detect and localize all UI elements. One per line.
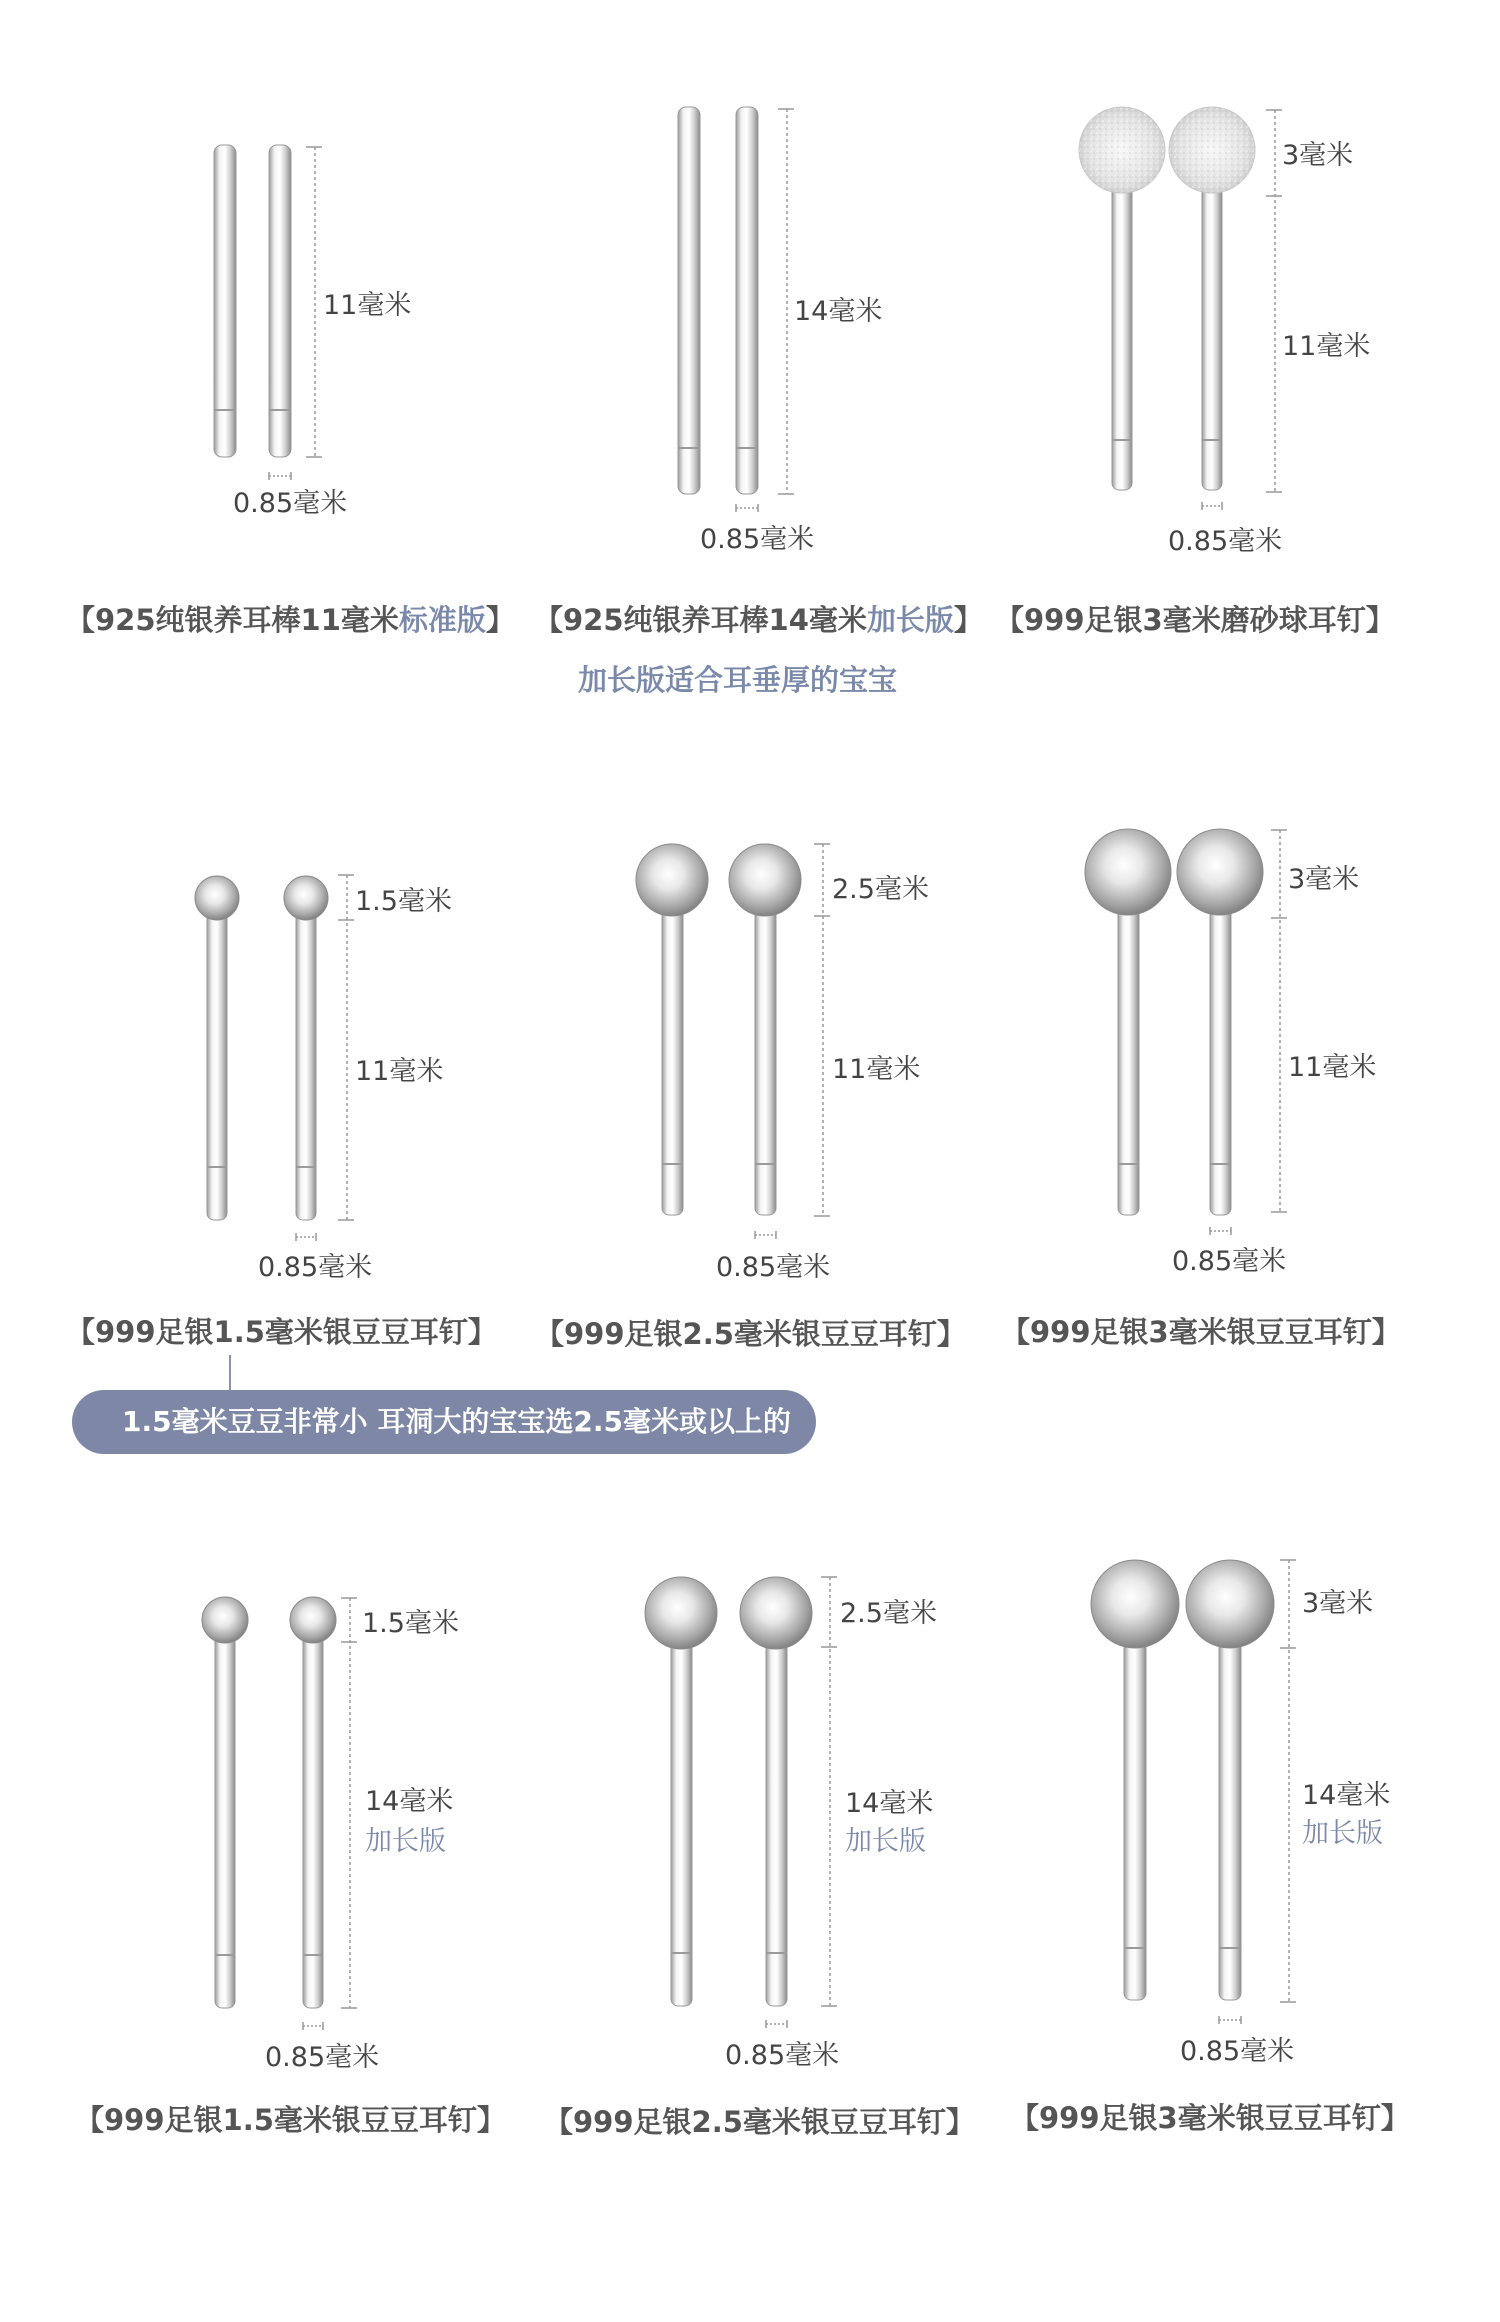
- product-caption: 【925纯银养耳棒11毫米标准版】: [66, 603, 515, 637]
- size-tip-banner: 1.5毫米豆豆非常小 耳洞大的宝宝选2.5毫米或以上的: [72, 1390, 816, 1454]
- ear-rod: [736, 107, 758, 494]
- width-dimension-mark: [296, 1233, 316, 1241]
- product-card-bead-2-5mm-long: [500, 1530, 1000, 2090]
- length-dimension-line: [1266, 110, 1282, 492]
- width-dimension-mark: [1202, 502, 1222, 510]
- length-label: 11毫米: [355, 1056, 444, 1087]
- length-label: 14毫米: [365, 1786, 454, 1817]
- product-card-rod-11mm: [0, 0, 500, 560]
- product-caption: 【999足银1.5毫米银豆豆耳钉】: [75, 2103, 506, 2137]
- long-version-tag: 加长版: [1302, 1818, 1383, 1849]
- product-caption: 【999足银3毫米银豆豆耳钉】: [1001, 1315, 1401, 1349]
- width-label: 0.85毫米: [233, 488, 348, 519]
- width-label: 0.85毫米: [1168, 526, 1283, 557]
- bead-stud: [290, 1597, 336, 2008]
- length-dimension-line: [778, 109, 794, 494]
- head-size-label: 3毫米: [1282, 140, 1354, 171]
- head-size-label: 3毫米: [1302, 1588, 1374, 1619]
- bead-stud: [1091, 1560, 1179, 2000]
- length-label: 14毫米: [794, 296, 883, 327]
- bead-stud: [1177, 829, 1263, 1215]
- length-label: 11毫米: [1282, 331, 1371, 362]
- long-version-note: 加长版适合耳垂厚的宝宝: [578, 663, 898, 697]
- product-caption: 【999足银1.5毫米银豆豆耳钉】: [66, 1315, 497, 1349]
- product-caption: 【999足银3毫米磨砂球耳钉】: [995, 603, 1395, 637]
- length-label: 14毫米: [845, 1788, 934, 1819]
- width-label: 0.85毫米: [716, 1252, 831, 1283]
- width-label: 0.85毫米: [1172, 1246, 1287, 1277]
- frosted-ball-stud: [1079, 107, 1165, 490]
- long-version-tag: 加长版: [365, 1826, 446, 1857]
- width-dimension-mark: [303, 2022, 323, 2030]
- length-dimension-line: [338, 875, 354, 1220]
- frosted-ball-stud: [1169, 107, 1255, 490]
- head-size-label: 2.5毫米: [840, 1598, 937, 1629]
- ear-rod: [678, 107, 700, 494]
- product-card-bead-3mm-long: [1000, 1530, 1500, 2090]
- bead-stud: [1186, 1560, 1274, 2000]
- length-dimension-line: [1280, 1560, 1296, 2002]
- bead-stud: [729, 844, 801, 1215]
- product-card-bead-1-5mm-long: [0, 1530, 500, 2090]
- product-card-rod-14mm: [500, 0, 1000, 560]
- ear-rod: [214, 145, 236, 457]
- long-version-tag: 加长版: [845, 1826, 926, 1857]
- product-caption: 【999足银3毫米银豆豆耳钉】: [1010, 2101, 1410, 2135]
- bead-stud: [284, 876, 328, 1220]
- rod-pair-illustration: [0, 0, 500, 560]
- length-label: 14毫米: [1302, 1780, 1391, 1811]
- head-size-label: 1.5毫米: [355, 886, 452, 917]
- length-label: 11毫米: [1288, 1052, 1377, 1083]
- width-dimension-mark: [766, 2020, 787, 2028]
- width-label: 0.85毫米: [700, 524, 815, 555]
- ear-rod: [269, 145, 291, 457]
- length-dimension-line: [1271, 830, 1287, 1212]
- width-label: 0.85毫米: [265, 2042, 380, 2073]
- width-label: 0.85毫米: [1180, 2036, 1295, 2067]
- bead-stud: [636, 844, 708, 1215]
- frosted-stud-pair-illustration: [1000, 0, 1500, 560]
- bead-stud: [202, 1597, 248, 2008]
- product-caption: 【999足银2.5毫米银豆豆耳钉】: [544, 2105, 975, 2139]
- width-dimension-mark: [736, 504, 758, 512]
- head-size-label: 2.5毫米: [832, 874, 929, 905]
- note-pointer: [229, 1355, 231, 1391]
- width-label: 0.85毫米: [725, 2040, 840, 2071]
- width-dimension-mark: [755, 1231, 776, 1239]
- bead-stud-pair-illustration: [1000, 1530, 1500, 2090]
- bead-stud: [740, 1577, 812, 2006]
- length-dimension-line: [306, 147, 322, 457]
- product-card-bead-1-5mm: [0, 780, 500, 1340]
- product-caption: 【925纯银养耳棒14毫米加长版】: [534, 603, 983, 637]
- length-dimension-line: [821, 1577, 837, 2006]
- length-dimension-line: [814, 844, 830, 1216]
- width-dimension-mark: [1219, 2016, 1241, 2024]
- head-size-label: 1.5毫米: [362, 1608, 459, 1639]
- bead-stud: [1085, 829, 1171, 1215]
- bead-stud: [195, 876, 239, 1220]
- caption-highlight: 标准版: [398, 603, 486, 637]
- width-dimension-mark: [269, 472, 291, 480]
- width-dimension-mark: [1210, 1227, 1231, 1235]
- product-caption: 【999足银2.5毫米银豆豆耳钉】: [535, 1317, 966, 1351]
- product-card-bead-2-5mm: [500, 780, 1000, 1340]
- width-label: 0.85毫米: [258, 1252, 373, 1283]
- length-label: 11毫米: [832, 1054, 921, 1085]
- bead-stud: [645, 1577, 717, 2006]
- head-size-label: 3毫米: [1288, 864, 1360, 895]
- length-label: 11毫米: [323, 290, 412, 321]
- caption-highlight: 加长版: [866, 603, 954, 637]
- product-card-bead-3mm: [1000, 780, 1500, 1340]
- product-card-frosted-ball-3mm: [1000, 0, 1500, 560]
- rod-pair-illustration: [500, 0, 1000, 560]
- length-dimension-line: [341, 1598, 357, 2008]
